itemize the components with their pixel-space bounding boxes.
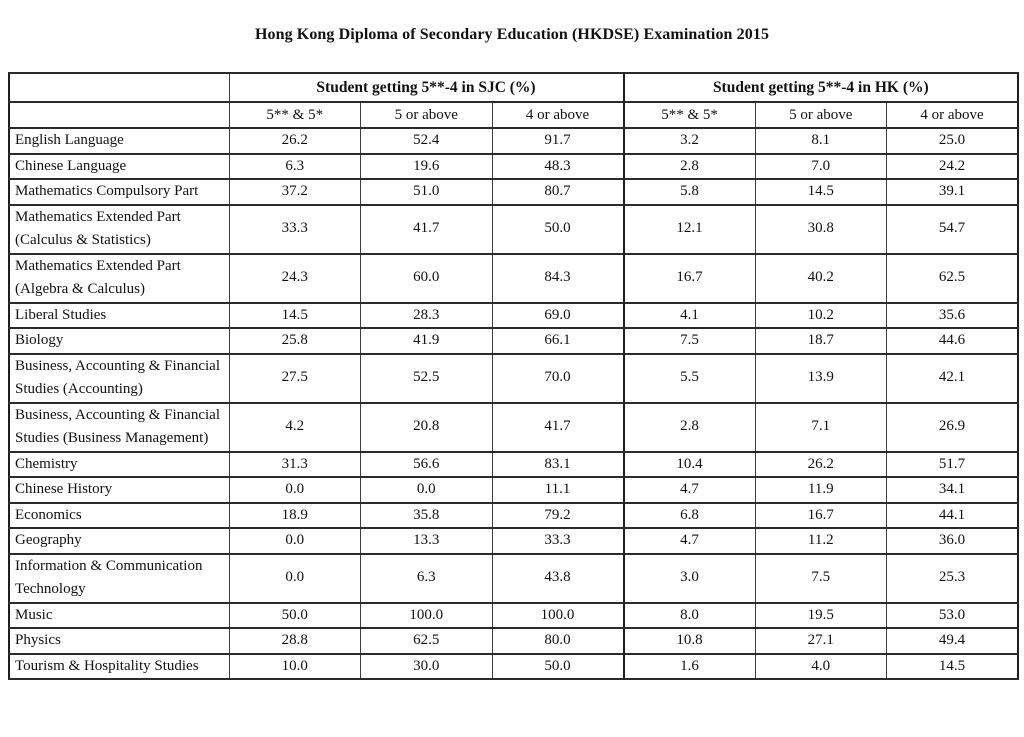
value-cell: 54.7	[887, 205, 1019, 254]
value-cell: 60.0	[361, 254, 493, 303]
subject-cell: Physics	[9, 628, 229, 654]
value-cell: 35.6	[887, 303, 1019, 329]
results-table	[8, 72, 1019, 680]
value-cell: 5.8	[624, 179, 756, 205]
value-cell: 11.9	[755, 477, 887, 503]
table-row	[9, 628, 1018, 654]
value-cell: 14.5	[229, 303, 361, 329]
value-cell: 1.6	[624, 654, 756, 680]
table-row	[9, 654, 1018, 680]
sub-header-hk-4up: 4 or above	[887, 102, 1019, 128]
value-cell: 42.1	[887, 354, 1019, 403]
value-cell: 14.5	[887, 654, 1019, 680]
value-cell: 31.3	[229, 452, 361, 478]
sub-header-hk-5up: 5 or above	[755, 102, 887, 128]
value-cell: 16.7	[755, 503, 887, 529]
subject-cell: Liberal Studies	[9, 303, 229, 329]
value-cell: 8.1	[755, 128, 887, 154]
value-cell: 30.8	[755, 205, 887, 254]
value-cell: 16.7	[624, 254, 756, 303]
table-row	[9, 179, 1018, 205]
value-cell: 44.1	[887, 503, 1019, 529]
value-cell: 7.5	[624, 328, 756, 354]
value-cell: 52.5	[361, 354, 493, 403]
subject-cell: Chemistry	[9, 452, 229, 478]
page-title: Hong Kong Diploma of Secondary Education (HKDSE) Examination 2015	[254, 26, 770, 43]
value-cell: 62.5	[361, 628, 493, 654]
value-cell: 100.0	[361, 603, 493, 629]
subject-cell: Chinese Language	[9, 154, 229, 180]
table-body	[9, 128, 1018, 679]
value-cell: 39.1	[887, 179, 1019, 205]
corner-cell	[9, 73, 229, 102]
table-row	[9, 205, 1018, 254]
value-cell: 13.3	[361, 528, 493, 554]
table-row	[9, 328, 1018, 354]
group-header-sjc: Student getting 5**-4 in SJC (%)	[229, 73, 624, 102]
subject-cell: Business, Accounting & Financial Studies (Accounting)	[9, 354, 229, 403]
value-cell: 26.2	[229, 128, 361, 154]
value-cell: 69.0	[492, 303, 624, 329]
table-row	[9, 603, 1018, 629]
value-cell: 51.0	[361, 179, 493, 205]
table-row	[9, 554, 1018, 603]
table-row	[9, 452, 1018, 478]
value-cell: 51.7	[887, 452, 1019, 478]
value-cell: 14.5	[755, 179, 887, 205]
value-cell: 27.1	[755, 628, 887, 654]
value-cell: 6.8	[624, 503, 756, 529]
value-cell: 4.1	[624, 303, 756, 329]
subject-cell: Mathematics Compulsory Part	[9, 179, 229, 205]
value-cell: 50.0	[492, 654, 624, 680]
value-cell: 53.0	[887, 603, 1019, 629]
sub-header-hk-top: 5** & 5*	[624, 102, 756, 128]
subject-cell: Information & Communication Technology	[9, 554, 229, 603]
sub-header-row	[9, 102, 1018, 128]
value-cell: 41.9	[361, 328, 493, 354]
subject-cell: English Language	[9, 128, 229, 154]
table-row	[9, 528, 1018, 554]
table-row	[9, 477, 1018, 503]
value-cell: 49.4	[887, 628, 1019, 654]
value-cell: 2.8	[624, 154, 756, 180]
value-cell: 0.0	[229, 554, 361, 603]
value-cell: 28.3	[361, 303, 493, 329]
subject-cell: Mathematics Extended Part (Algebra & Calculus)	[9, 254, 229, 303]
value-cell: 7.5	[755, 554, 887, 603]
value-cell: 36.0	[887, 528, 1019, 554]
value-cell: 5.5	[624, 354, 756, 403]
value-cell: 20.8	[361, 403, 493, 452]
value-cell: 80.0	[492, 628, 624, 654]
value-cell: 4.7	[624, 477, 756, 503]
value-cell: 25.0	[887, 128, 1019, 154]
group-header-row	[9, 73, 1018, 102]
sub-header-sjc-top: 5** & 5*	[229, 102, 361, 128]
value-cell: 7.0	[755, 154, 887, 180]
value-cell: 24.2	[887, 154, 1019, 180]
value-cell: 79.2	[492, 503, 624, 529]
table-row	[9, 154, 1018, 180]
value-cell: 7.1	[755, 403, 887, 452]
value-cell: 91.7	[492, 128, 624, 154]
value-cell: 12.1	[624, 205, 756, 254]
value-cell: 0.0	[361, 477, 493, 503]
subject-cell: Biology	[9, 328, 229, 354]
subject-cell: Tourism & Hospitality Studies	[9, 654, 229, 680]
value-cell: 11.2	[755, 528, 887, 554]
table-row	[9, 254, 1018, 303]
value-cell: 84.3	[492, 254, 624, 303]
value-cell: 70.0	[492, 354, 624, 403]
value-cell: 4.2	[229, 403, 361, 452]
value-cell: 10.4	[624, 452, 756, 478]
value-cell: 27.5	[229, 354, 361, 403]
subject-cell: Music	[9, 603, 229, 629]
value-cell: 62.5	[887, 254, 1019, 303]
value-cell: 26.9	[887, 403, 1019, 452]
value-cell: 10.0	[229, 654, 361, 680]
value-cell: 25.8	[229, 328, 361, 354]
value-cell: 18.7	[755, 328, 887, 354]
table-row	[9, 354, 1018, 403]
value-cell: 3.0	[624, 554, 756, 603]
value-cell: 8.0	[624, 603, 756, 629]
value-cell: 34.1	[887, 477, 1019, 503]
table-row	[9, 303, 1018, 329]
value-cell: 33.3	[229, 205, 361, 254]
sub-header-sjc-4up: 4 or above	[492, 102, 624, 128]
value-cell: 6.3	[229, 154, 361, 180]
value-cell: 0.0	[229, 528, 361, 554]
subject-cell: Mathematics Extended Part (Calculus & Statistics)	[9, 205, 229, 254]
value-cell: 50.0	[492, 205, 624, 254]
value-cell: 43.8	[492, 554, 624, 603]
value-cell: 66.1	[492, 328, 624, 354]
value-cell: 10.8	[624, 628, 756, 654]
value-cell: 25.3	[887, 554, 1019, 603]
value-cell: 24.3	[229, 254, 361, 303]
table-row	[9, 128, 1018, 154]
value-cell: 26.2	[755, 452, 887, 478]
value-cell: 48.3	[492, 154, 624, 180]
value-cell: 4.0	[755, 654, 887, 680]
value-cell: 56.6	[361, 452, 493, 478]
sub-header-sjc-5up: 5 or above	[361, 102, 493, 128]
value-cell: 10.2	[755, 303, 887, 329]
value-cell: 41.7	[492, 403, 624, 452]
value-cell: 2.8	[624, 403, 756, 452]
table-header	[9, 73, 1018, 128]
value-cell: 13.9	[755, 354, 887, 403]
value-cell: 19.6	[361, 154, 493, 180]
value-cell: 11.1	[492, 477, 624, 503]
value-cell: 50.0	[229, 603, 361, 629]
value-cell: 19.5	[755, 603, 887, 629]
value-cell: 52.4	[361, 128, 493, 154]
value-cell: 40.2	[755, 254, 887, 303]
subject-cell: Economics	[9, 503, 229, 529]
value-cell: 35.8	[361, 503, 493, 529]
value-cell: 83.1	[492, 452, 624, 478]
subject-cell: Chinese History	[9, 477, 229, 503]
value-cell: 3.2	[624, 128, 756, 154]
value-cell: 0.0	[229, 477, 361, 503]
value-cell: 44.6	[887, 328, 1019, 354]
value-cell: 30.0	[361, 654, 493, 680]
table-row	[9, 503, 1018, 529]
corner-cell	[9, 102, 229, 128]
value-cell: 41.7	[361, 205, 493, 254]
value-cell: 100.0	[492, 603, 624, 629]
value-cell: 33.3	[492, 528, 624, 554]
value-cell: 4.7	[624, 528, 756, 554]
value-cell: 28.8	[229, 628, 361, 654]
subject-cell: Business, Accounting & Financial Studies (Business Management)	[9, 403, 229, 452]
table-row	[9, 403, 1018, 452]
value-cell: 80.7	[492, 179, 624, 205]
value-cell: 37.2	[229, 179, 361, 205]
value-cell: 18.9	[229, 503, 361, 529]
group-header-hk: Student getting 5**-4 in HK (%)	[624, 73, 1019, 102]
value-cell: 6.3	[361, 554, 493, 603]
subject-cell: Geography	[9, 528, 229, 554]
